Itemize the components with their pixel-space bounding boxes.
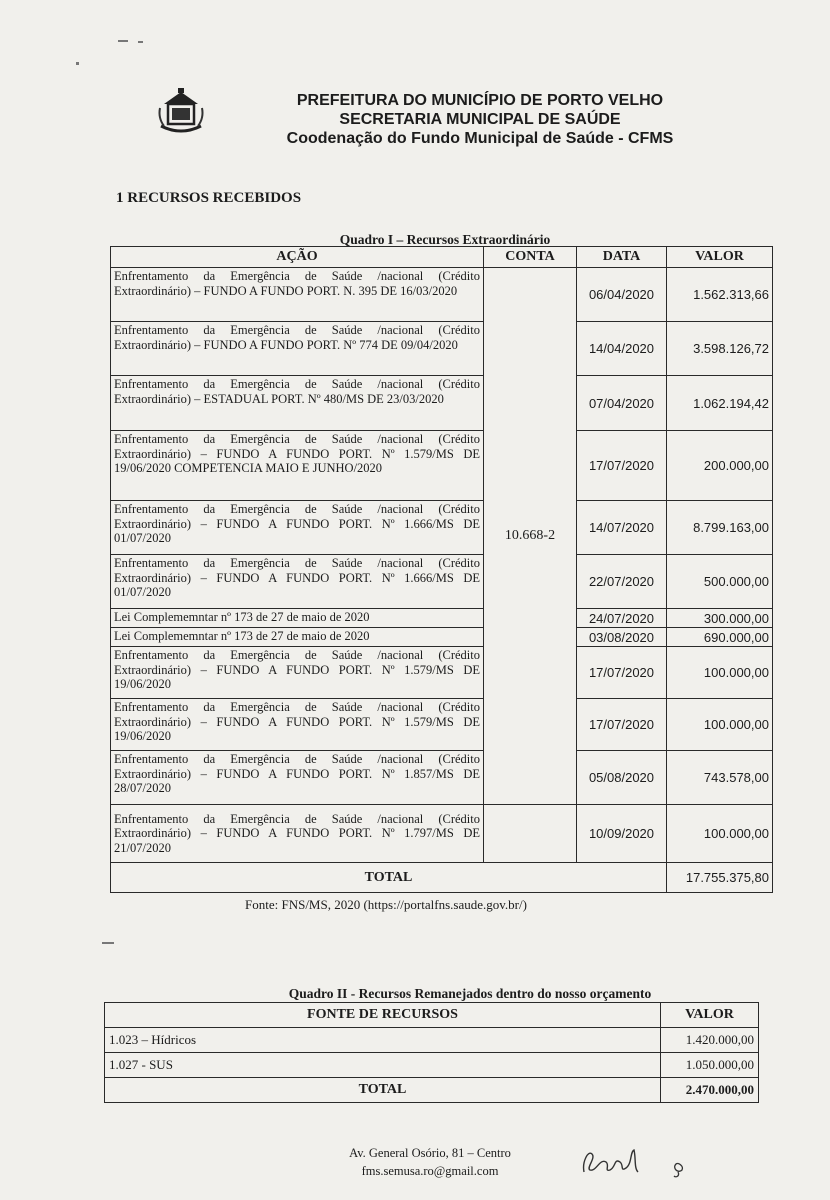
total-label: TOTAL [105, 1078, 661, 1103]
table-row [111, 555, 773, 609]
valor-cell: 100.000,00 [667, 805, 773, 863]
table-total-row [105, 1078, 759, 1103]
acao-cell: Enfrentamento da Emergência de Saúde /nacional (Crédito Extraordinário) – FUNDO A FUNDO PORT. Nº 1.666/MS DE 01/07/2020 [111, 501, 484, 555]
handwritten-signature [578, 1144, 698, 1180]
table-row [111, 699, 773, 751]
data-cell: 03/08/2020 [577, 628, 667, 647]
valor-cell: 743.578,00 [667, 751, 773, 805]
acao-cell: Enfrentamento da Emergência de Saúde /nacional (Crédito Extraordinário) – FUNDO A FUNDO PORT. Nº 1.666/MS DE 01/07/2020 [111, 555, 484, 609]
section-title: 1 RECURSOS RECEBIDOS [116, 190, 302, 206]
table-row [111, 322, 773, 376]
data-cell: 24/07/2020 [577, 609, 667, 628]
valor-cell: 500.000,00 [667, 555, 773, 609]
data-cell: 17/07/2020 [577, 647, 667, 699]
data-cell: 17/07/2020 [577, 431, 667, 501]
table-row [111, 751, 773, 805]
table-row [111, 628, 773, 647]
letterhead [150, 86, 750, 156]
valor-cell: 200.000,00 [667, 431, 773, 501]
data-cell: 10/09/2020 [577, 805, 667, 863]
table-header-row [105, 1003, 759, 1028]
valor-cell: 8.799.163,00 [667, 501, 773, 555]
valor-cell: 1.562.313,66 [667, 268, 773, 322]
valor-cell: 1.050.000,00 [661, 1053, 759, 1078]
valor-cell: 690.000,00 [667, 628, 773, 647]
table-row [111, 647, 773, 699]
data-cell: 14/07/2020 [577, 501, 667, 555]
acao-cell: Enfrentamento da Emergência de Saúde /nacional (Crédito Extraordinário) – FUNDO A FUNDO PORT. Nº 1.579/MS DE 19/06/2020 COMPETENCIA MAIO E JUNHO/2020 [111, 431, 484, 501]
coat-of-arms-icon [156, 86, 206, 136]
acao-cell: Enfrentamento da Emergência de Saúde /nacional (Crédito Extraordinário) – FUNDO A FUNDO PORT. Nº 1.579/MS DE 19/06/2020 [111, 647, 484, 699]
data-cell: 06/04/2020 [577, 268, 667, 322]
data-cell: 07/04/2020 [577, 376, 667, 431]
scan-speck [138, 41, 143, 43]
table-row [105, 1028, 759, 1053]
total-label: TOTAL [111, 863, 667, 893]
valor-cell: 3.598.126,72 [667, 322, 773, 376]
fonte-cell: 1.023 – Hídricos [105, 1028, 661, 1053]
scan-speck [118, 40, 128, 42]
fonte-cell: 1.027 - SUS [105, 1053, 661, 1078]
header-line-coordenacao: Coodenação do Fundo Municipal de Saúde - CFMS [286, 130, 674, 147]
table-row [111, 501, 773, 555]
conta-cell-empty [484, 805, 577, 863]
acao-cell: Enfrentamento da Emergência de Saúde /nacional (Crédito Extraordinário) – FUNDO A FUNDO PORT. N. 395 DE 16/03/2020 [111, 268, 484, 322]
conta-cell: 10.668-2 [484, 268, 577, 805]
header-valor: VALOR [661, 1003, 759, 1028]
quadro2-caption: Quadro II - Recursos Remanejados dentro do nosso orçamento [288, 986, 652, 1001]
header-conta: CONTA [484, 247, 577, 268]
scan-speck [76, 62, 79, 65]
table-header-row [111, 247, 773, 268]
table-total-row [111, 863, 773, 893]
table-row [105, 1053, 759, 1078]
valor-cell: 100.000,00 [667, 699, 773, 751]
scan-speck [102, 942, 114, 944]
table-row [111, 376, 773, 431]
valor-cell: 1.062.194,42 [667, 376, 773, 431]
table-row [111, 268, 773, 322]
header-line-prefeitura: PREFEITURA DO MUNICÍPIO DE PORTO VELHO [296, 92, 664, 109]
header-line-secretaria: SECRETARIA MUNICIPAL DE SAÚDE [339, 111, 621, 128]
data-cell: 22/07/2020 [577, 555, 667, 609]
quadro1-caption: Quadro I – Recursos Extraordinário [339, 232, 551, 247]
data-cell: 14/04/2020 [577, 322, 667, 376]
acao-cell: Enfrentamento da Emergência de Saúde /nacional (Crédito Extraordinário) – ESTADUAL PORT. Nº 480/MS DE 23/03/2020 [111, 376, 484, 431]
header-fonte: FONTE DE RECURSOS [105, 1003, 661, 1028]
acao-cell: Enfrentamento da Emergência de Saúde /nacional (Crédito Extraordinário) – FUNDO A FUNDO PORT. Nº 1.579/MS DE 19/06/2020 [111, 699, 484, 751]
table-row [111, 609, 773, 628]
acao-cell: Lei Complememntar nº 173 de 27 de maio de 2020 [111, 609, 484, 628]
quadro1-table [110, 246, 773, 893]
valor-cell: 100.000,00 [667, 647, 773, 699]
total-value: 17.755.375,80 [667, 863, 773, 893]
acao-cell: Enfrentamento da Emergência de Saúde /nacional (Crédito Extraordinário) – FUNDO A FUNDO PORT. Nº 1.857/MS DE 28/07/2020 [111, 751, 484, 805]
total-value: 2.470.000,00 [661, 1078, 759, 1103]
footer [300, 1144, 560, 1180]
acao-cell: Enfrentamento da Emergência de Saúde /nacional (Crédito Extraordinário) – FUNDO A FUNDO PORT. Nº 774 DE 09/04/2020 [111, 322, 484, 376]
table-row [111, 431, 773, 501]
source-note: Fonte: FNS/MS, 2020 (https://portalfns.saude.gov.br/) [245, 897, 527, 912]
data-cell: 17/07/2020 [577, 699, 667, 751]
acao-cell: Enfrentamento da Emergência de Saúde /nacional (Crédito Extraordinário) – FUNDO A FUNDO PORT. Nº 1.797/MS DE 21/07/2020 [111, 805, 484, 863]
header-data: DATA [577, 247, 667, 268]
quadro2-table [104, 1002, 759, 1103]
data-cell: 05/08/2020 [577, 751, 667, 805]
acao-cell: Lei Complememntar nº 173 de 27 de maio de 2020 [111, 628, 484, 647]
footer-email: fms.semusa.ro@gmail.com [361, 1164, 499, 1178]
table-row [111, 805, 773, 863]
footer-address: Av. General Osório, 81 – Centro [349, 1146, 511, 1160]
valor-cell: 1.420.000,00 [661, 1028, 759, 1053]
header-acao: AÇÃO [111, 247, 484, 268]
valor-cell: 300.000,00 [667, 609, 773, 628]
header-valor: VALOR [667, 247, 773, 268]
